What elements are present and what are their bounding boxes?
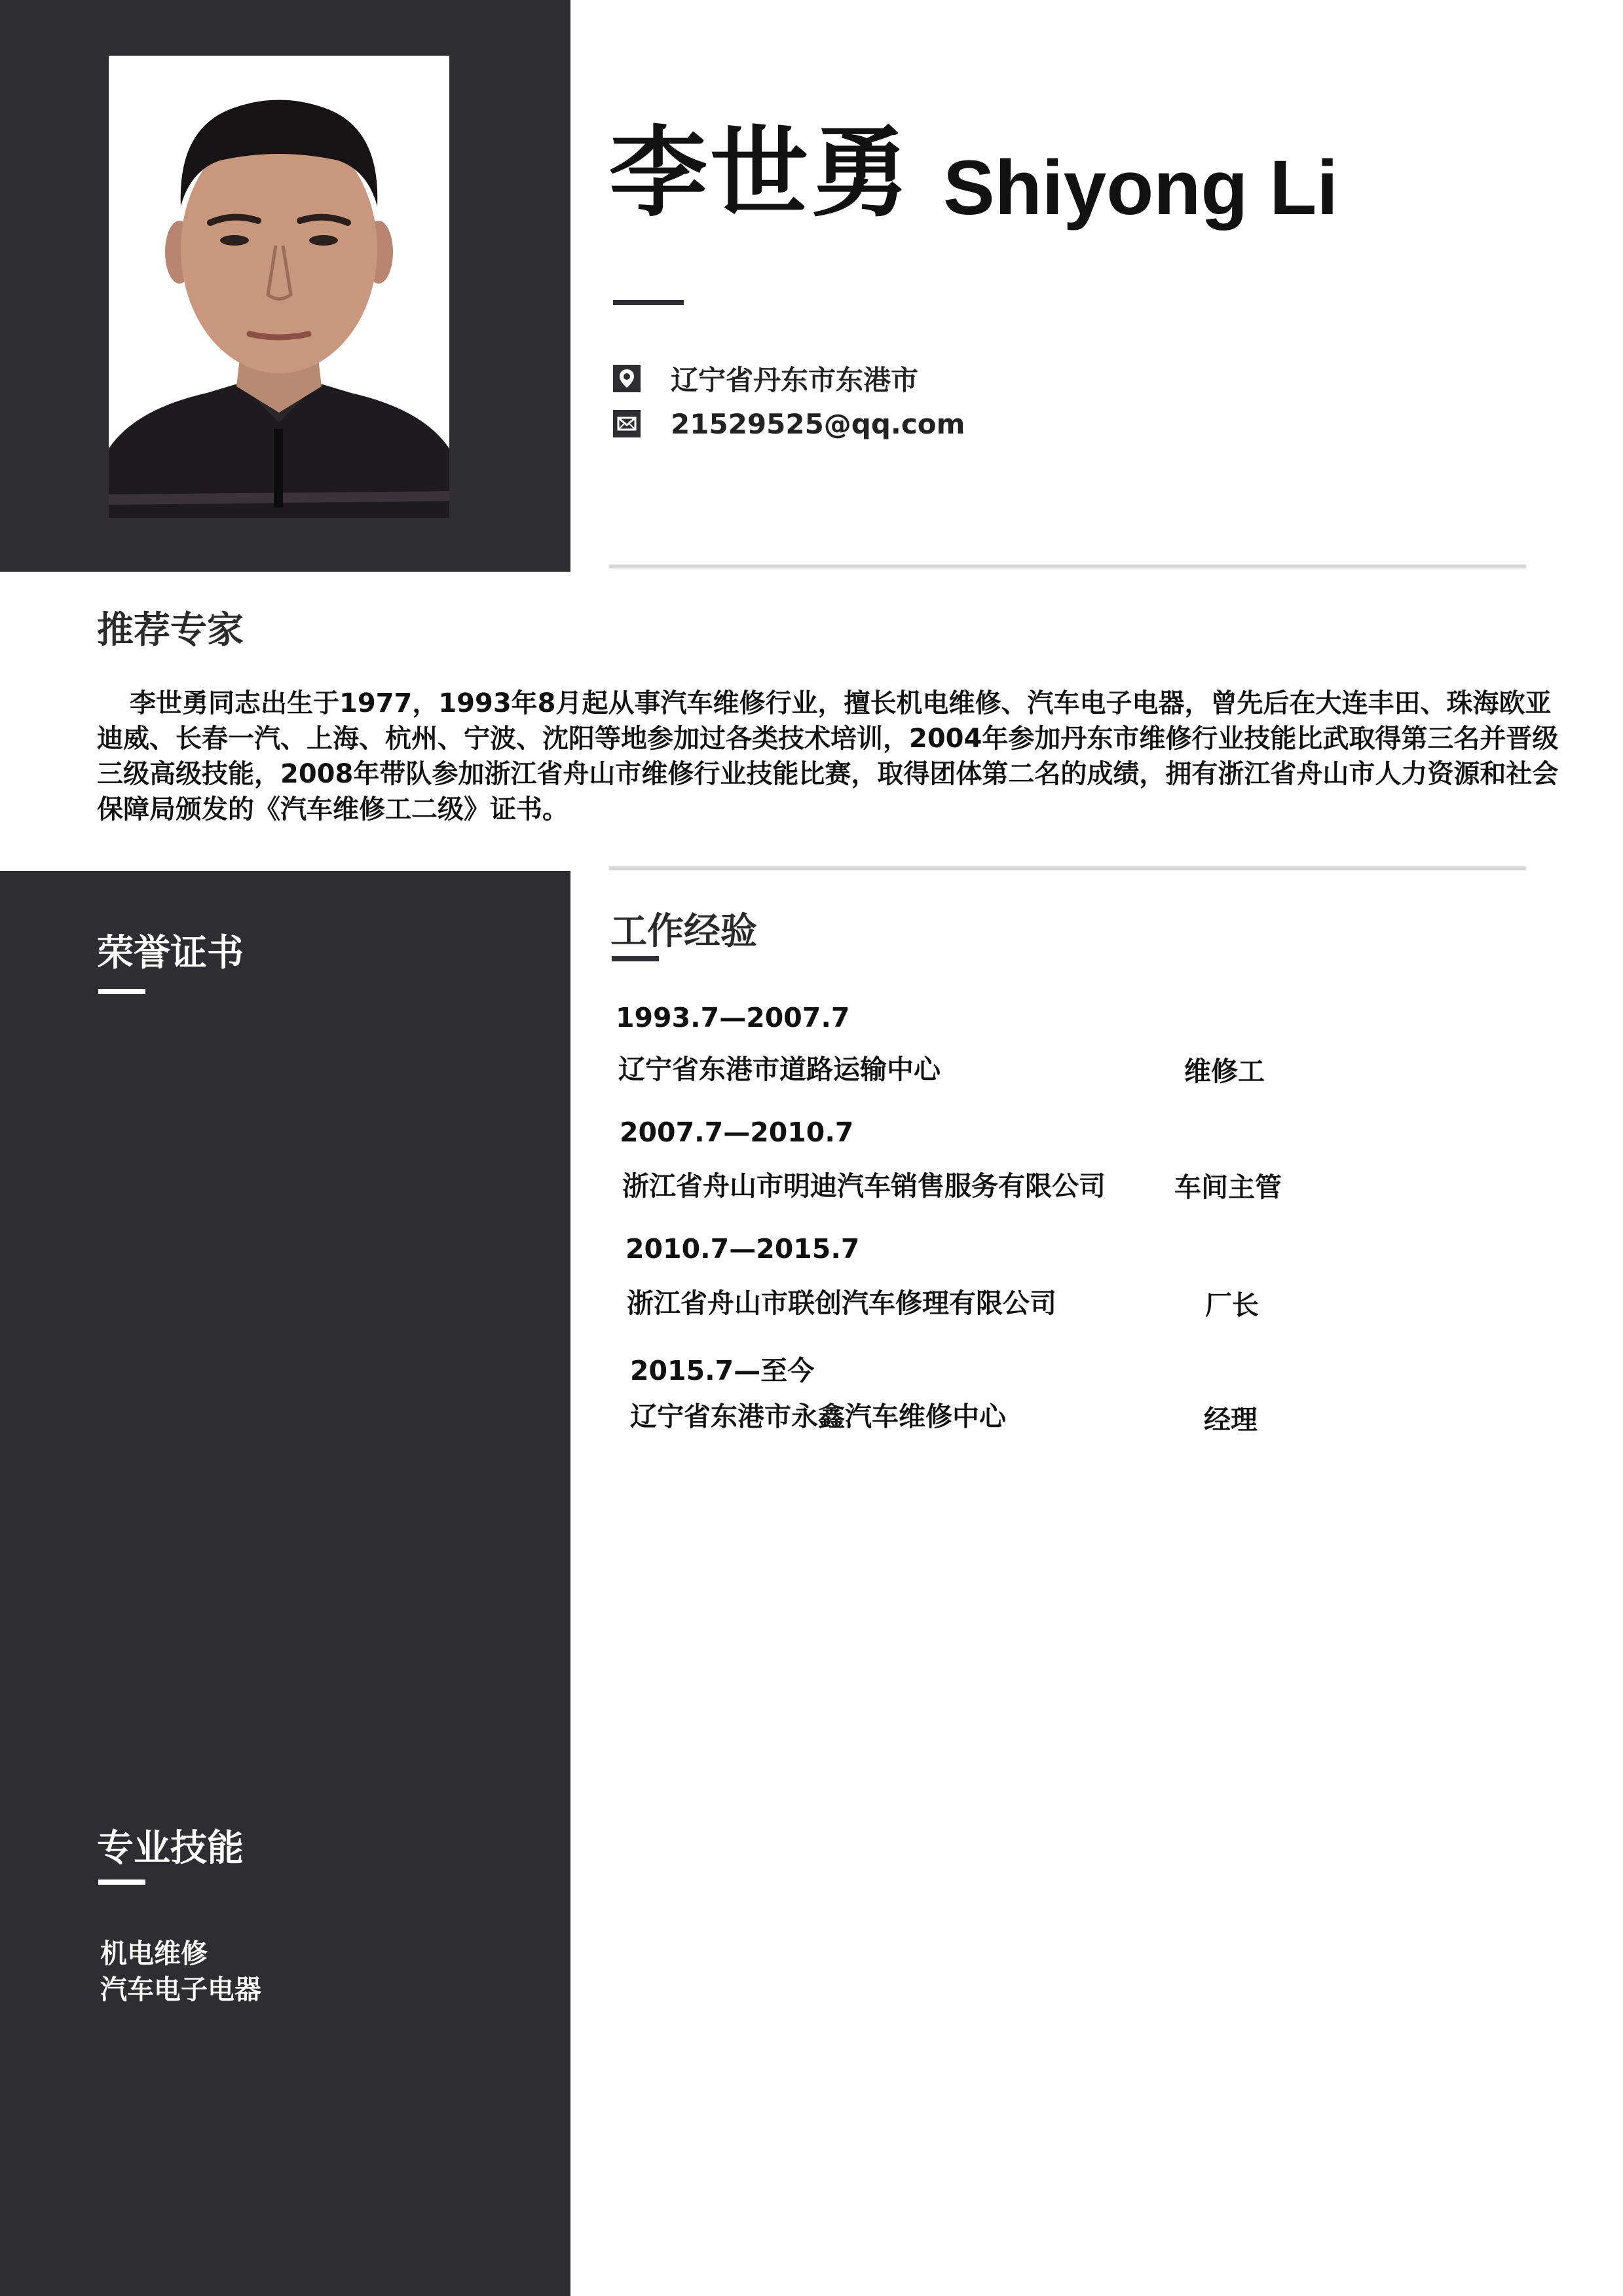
job-date: 2007.7—2010.7 <box>620 1117 854 1148</box>
honors-title: 荣誉证书 <box>97 932 244 974</box>
job-company: 浙江省舟山市明迪汽车销售服务有限公司 <box>622 1170 1106 1202</box>
name-underline <box>613 300 684 305</box>
work-title-bar <box>612 956 659 961</box>
intro-divider <box>609 866 1526 870</box>
skills-title-bar <box>98 1879 145 1885</box>
job-date: 1993.7—2007.7 <box>616 1002 850 1033</box>
email-text[interactable]: 21529525@qq.com <box>671 407 965 440</box>
job-role: 厂长 <box>1205 1289 1259 1321</box>
address-row <box>613 362 918 395</box>
name-english: Shiyong Li <box>943 145 1339 231</box>
job-date: 2015.7—至今 <box>630 1355 815 1386</box>
job-role: 维修工 <box>1184 1056 1265 1087</box>
skill-item: 机电维修 <box>100 1938 208 1969</box>
address-text: 辽宁省丹东市东港市 <box>671 364 919 396</box>
email-row <box>613 407 965 440</box>
skill-item: 汽车电子电器 <box>100 1974 261 2005</box>
location-pin-icon <box>613 365 641 392</box>
work-title: 工作经验 <box>610 910 757 953</box>
honors-title-bar <box>98 989 145 994</box>
envelope-icon <box>613 410 641 437</box>
name-chinese: 李世勇 <box>609 117 912 231</box>
job-role: 经理 <box>1204 1404 1258 1435</box>
job-company: 辽宁省东港市永鑫汽车维修中心 <box>630 1401 1006 1432</box>
sidebar-dark-panel <box>0 871 570 2296</box>
recommend-title: 推荐专家 <box>97 609 244 652</box>
intro-paragraph: 李世勇同志出生于1977，1993年8月起从事汽车维修行业，擅长机电维修、汽车电子电器，曾先后在大连丰田、珠海欧亚迪威、长春一汽、上海、杭州、宁波、沈阳等地参加过各类技术培训，2004年参加丹东市维修行业技能比武取得第三名并晋级三级高级技能，2008年带队参加浙江省舟山市维修行业技能比赛，取得团体第二名的成绩，拥有浙江省舟山市人力资源和社会保障局颁发的《汽车维修工二级》证书。 <box>97 688 1559 824</box>
job-role: 车间主管 <box>1174 1172 1282 1203</box>
job-company: 辽宁省东港市道路运输中心 <box>618 1054 941 1085</box>
profile-photo <box>109 56 449 518</box>
job-company: 浙江省舟山市联创汽车修理有限公司 <box>627 1287 1056 1319</box>
skills-title: 专业技能 <box>97 1827 244 1870</box>
header-divider <box>609 565 1526 568</box>
job-date: 2010.7—2015.7 <box>625 1233 860 1265</box>
